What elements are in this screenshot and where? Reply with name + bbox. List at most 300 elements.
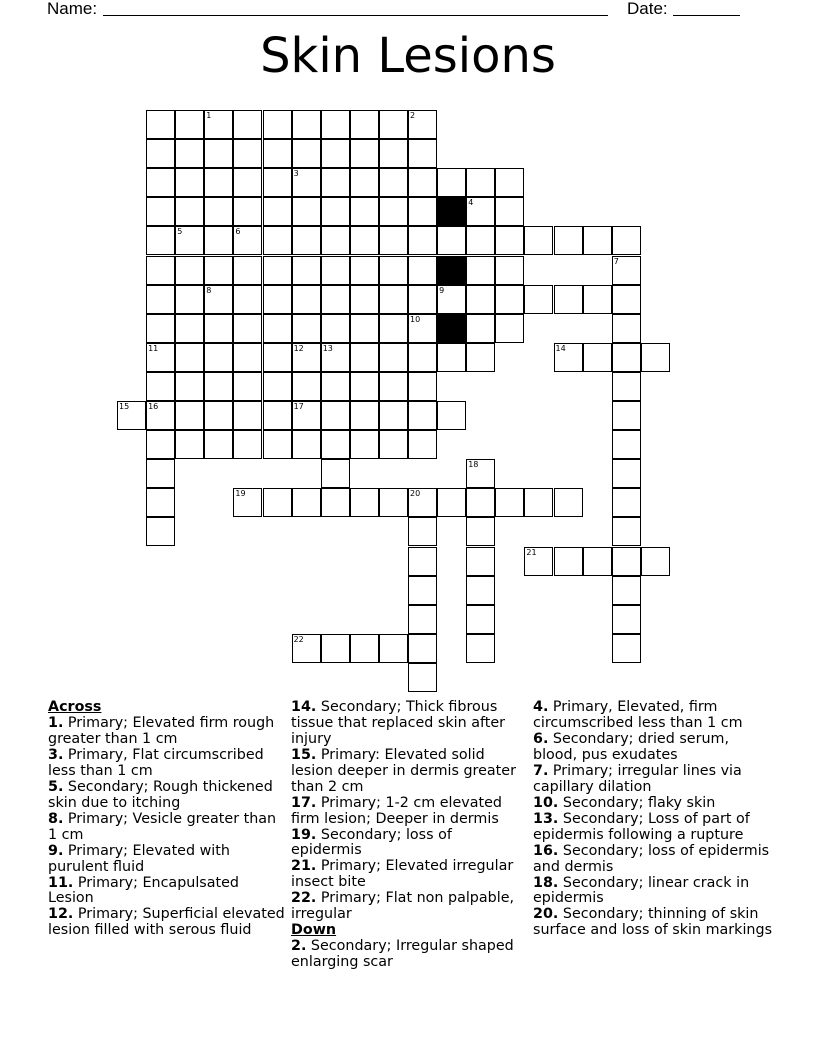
crossword-cell[interactable]: [146, 285, 175, 314]
clue-number: 13: [322, 343, 333, 353]
crossword-cell[interactable]: [146, 256, 175, 285]
crossword-cell[interactable]: [554, 343, 583, 372]
clue-number: 13.: [533, 810, 559, 827]
crossword-cell[interactable]: [233, 372, 262, 401]
crossword-cell[interactable]: [612, 517, 641, 546]
clue-text: Secondary; dried serum, blood, pus exudates: [533, 730, 730, 763]
date-label: Date:: [627, 0, 668, 18]
crossword-cell[interactable]: [583, 226, 612, 255]
crossword-cell[interactable]: [204, 139, 233, 168]
crossword-cell[interactable]: [204, 110, 233, 139]
clue-number: 21.: [291, 858, 317, 875]
clue-number: 18: [468, 460, 479, 470]
crossword-cell[interactable]: [321, 314, 350, 343]
crossword-cell[interactable]: [583, 343, 612, 372]
clue-item: [533, 876, 773, 908]
crossword-cell[interactable]: [612, 343, 641, 372]
crossword-cell[interactable]: [263, 168, 292, 197]
clue-text: Secondary; thinning of skin surface and loss of skin markings: [533, 906, 773, 939]
crossword-cell[interactable]: [233, 226, 262, 255]
crossword-cell[interactable]: [146, 139, 175, 168]
crossword-cell[interactable]: [204, 256, 233, 285]
crossword-cell[interactable]: [263, 285, 292, 314]
clue-number: 7: [613, 256, 619, 266]
crossword-cell[interactable]: [437, 285, 466, 314]
crossword-cell[interactable]: [350, 226, 379, 255]
crossword-cell[interactable]: [466, 488, 495, 517]
crossword-cell[interactable]: [204, 226, 233, 255]
crossword-cell[interactable]: [350, 430, 379, 459]
crossword-cell[interactable]: [408, 343, 437, 372]
crossword-cell[interactable]: [233, 168, 262, 197]
clue-number: 2: [410, 111, 416, 120]
crossword-cell[interactable]: [146, 430, 175, 459]
crossword-cell[interactable]: [466, 285, 495, 314]
crossword-cell[interactable]: [524, 285, 553, 314]
clue-number: 5.: [48, 778, 64, 795]
crossword-cell[interactable]: [350, 256, 379, 285]
crossword-cell[interactable]: [379, 168, 408, 197]
crossword-cell[interactable]: [408, 372, 437, 401]
crossword-cell[interactable]: [146, 488, 175, 517]
crossword-cell[interactable]: [583, 285, 612, 314]
clue-number: 22: [293, 634, 304, 644]
clue-text: Primary; Vesicle greater than 1 cm: [48, 810, 277, 843]
clue-item: [533, 732, 773, 764]
blocked-cell: [437, 314, 466, 343]
crossword-cell[interactable]: [292, 401, 321, 430]
clue-item: [533, 844, 773, 876]
crossword-cell[interactable]: [350, 401, 379, 430]
clue-item: [533, 812, 773, 844]
crossword-cell[interactable]: [321, 139, 350, 168]
crossword-cell[interactable]: [408, 663, 437, 692]
crossword-cell[interactable]: [175, 430, 204, 459]
crossword-cell[interactable]: [379, 285, 408, 314]
crossword-cell[interactable]: [408, 168, 437, 197]
across-heading: Across: [48, 699, 102, 715]
crossword-cell[interactable]: [263, 314, 292, 343]
crossword-cell[interactable]: [408, 430, 437, 459]
clue-number: 12.: [48, 906, 74, 923]
crossword-cell[interactable]: [175, 343, 204, 372]
clue-number: 6: [235, 227, 241, 237]
crossword-cell[interactable]: [379, 634, 408, 663]
clue-text: Secondary; loss of epidermis: [291, 826, 452, 859]
crossword-cell[interactable]: [146, 168, 175, 197]
clue-item: [533, 700, 773, 732]
crossword-cell[interactable]: [321, 401, 350, 430]
crossword-cell[interactable]: [146, 459, 175, 488]
clue-item: [48, 844, 288, 876]
crossword-cell[interactable]: [408, 139, 437, 168]
crossword-cell[interactable]: [408, 314, 437, 343]
crossword-cell[interactable]: [612, 459, 641, 488]
clue-text: Secondary; linear crack in epidermis: [533, 874, 750, 907]
clue-number: 4: [468, 198, 474, 208]
crossword-cell[interactable]: [612, 605, 641, 634]
clue-text: Primary; irregular lines via capillary dilation: [533, 762, 742, 795]
clue-number: 10: [410, 314, 421, 324]
crossword-cell[interactable]: [408, 517, 437, 546]
clue-number: 17.: [291, 794, 317, 811]
clue-number: 16: [148, 402, 159, 411]
clue-item: [533, 796, 773, 812]
crossword-cell[interactable]: [146, 517, 175, 546]
blocked-cell: [437, 256, 466, 285]
crossword-cell[interactable]: [321, 168, 350, 197]
crossword-cell[interactable]: [408, 110, 437, 139]
crossword-cell[interactable]: [612, 285, 641, 314]
crossword-cell[interactable]: [466, 314, 495, 343]
crossword-cell[interactable]: [292, 488, 321, 517]
crossword-cell[interactable]: [612, 256, 641, 285]
crossword-cell[interactable]: [379, 197, 408, 226]
crossword-cell[interactable]: [175, 401, 204, 430]
crossword-cell[interactable]: [612, 226, 641, 255]
crossword-cell[interactable]: [321, 459, 350, 488]
clue-item: [48, 812, 288, 844]
crossword-cell[interactable]: [379, 226, 408, 255]
crossword-cell[interactable]: [466, 605, 495, 634]
crossword-cell[interactable]: [379, 256, 408, 285]
crossword-cell[interactable]: [524, 226, 553, 255]
clue-number: 3.: [48, 746, 64, 763]
crossword-cell[interactable]: [408, 488, 437, 517]
crossword-cell[interactable]: [495, 197, 524, 226]
crossword-cell[interactable]: [321, 430, 350, 459]
clue-item: [291, 939, 521, 971]
clue-item: [533, 907, 773, 939]
clue-text: Primary; 1-2 cm elevated firm lesion; Deeper in dermis: [291, 794, 502, 827]
crossword-cell[interactable]: [204, 168, 233, 197]
crossword-cell[interactable]: [612, 314, 641, 343]
crossword-cell[interactable]: [495, 256, 524, 285]
crossword-cell[interactable]: [321, 256, 350, 285]
clue-number: 4.: [533, 699, 549, 715]
crossword-cell[interactable]: [175, 314, 204, 343]
crossword-cell[interactable]: [292, 110, 321, 139]
crossword-cell[interactable]: [612, 488, 641, 517]
clue-text: Primary; Superficial elevated lesion filled with serous fluid: [48, 906, 285, 939]
crossword-cell[interactable]: [408, 547, 437, 576]
clue-text: Primary, Flat circumscribed less than 1 cm: [48, 746, 264, 779]
crossword-cell[interactable]: [263, 488, 292, 517]
crossword-cell[interactable]: [175, 110, 204, 139]
crossword-cell[interactable]: [321, 197, 350, 226]
clue-item: [291, 796, 521, 828]
clue-item: [291, 748, 521, 796]
clue-number: 19.: [291, 826, 317, 843]
crossword-cell[interactable]: [524, 547, 553, 576]
crossword-cell[interactable]: [466, 197, 495, 226]
crossword-cell[interactable]: [350, 139, 379, 168]
crossword-cell[interactable]: [350, 488, 379, 517]
crossword-cell[interactable]: [146, 401, 175, 430]
crossword-cell[interactable]: [233, 285, 262, 314]
clue-item: [291, 828, 521, 860]
crossword-cell[interactable]: [292, 285, 321, 314]
crossword-cell[interactable]: [204, 343, 233, 372]
crossword-cell[interactable]: [408, 605, 437, 634]
clue-number: 21: [526, 547, 537, 557]
crossword-cell[interactable]: [408, 226, 437, 255]
crossword-cell[interactable]: [292, 168, 321, 197]
clue-text: Primary; Flat non palpable, irregular: [291, 890, 515, 923]
crossword-cell[interactable]: [292, 226, 321, 255]
crossword-cell[interactable]: [524, 488, 553, 517]
crossword-cell[interactable]: [292, 256, 321, 285]
clue-text: Primary; Elevated firm rough greater than 1 cm: [48, 715, 275, 747]
crossword-cell[interactable]: [321, 226, 350, 255]
crossword-cell[interactable]: [350, 168, 379, 197]
crossword-cell[interactable]: [350, 110, 379, 139]
crossword-cell[interactable]: [641, 343, 670, 372]
crossword-cell[interactable]: [117, 401, 146, 430]
crossword-cell[interactable]: [263, 343, 292, 372]
crossword-cell[interactable]: [292, 372, 321, 401]
crossword-cell[interactable]: [437, 168, 466, 197]
clue-number: 3: [293, 169, 299, 179]
crossword-cell[interactable]: [379, 430, 408, 459]
crossword-cell[interactable]: [466, 168, 495, 197]
clue-text: Secondary; loss of epidermis and dermis: [533, 842, 770, 875]
crossword-cell[interactable]: [263, 430, 292, 459]
crossword-cell[interactable]: [641, 547, 670, 576]
name-label: Name:: [47, 0, 98, 18]
crossword-cell[interactable]: [612, 576, 641, 605]
crossword-cell[interactable]: [466, 343, 495, 372]
clue-number: 1.: [48, 715, 64, 731]
crossword-cell[interactable]: [292, 139, 321, 168]
crossword-cell[interactable]: [379, 372, 408, 401]
crossword-cell[interactable]: [292, 430, 321, 459]
crossword-cell[interactable]: [554, 285, 583, 314]
clue-number: 15.: [291, 746, 317, 763]
crossword-cell[interactable]: [379, 343, 408, 372]
crossword-cell[interactable]: [466, 634, 495, 663]
clue-item: [291, 700, 521, 748]
crossword-cell[interactable]: [233, 430, 262, 459]
clue-number: 9: [439, 285, 445, 295]
crossword-cell[interactable]: [466, 256, 495, 285]
clue-item: [291, 859, 521, 891]
crossword-cell[interactable]: [379, 401, 408, 430]
crossword-cell[interactable]: [233, 197, 262, 226]
clue-number: 8.: [48, 810, 64, 827]
crossword-cell[interactable]: [554, 547, 583, 576]
crossword-cell[interactable]: [292, 634, 321, 663]
crossword-cell[interactable]: [408, 285, 437, 314]
crossword-cell[interactable]: [350, 634, 379, 663]
crossword-cell[interactable]: [466, 576, 495, 605]
clue-number: 11.: [48, 874, 74, 891]
crossword-cell[interactable]: [495, 168, 524, 197]
crossword-cell[interactable]: [292, 343, 321, 372]
crossword-cell[interactable]: [437, 401, 466, 430]
crossword-cell[interactable]: [495, 314, 524, 343]
down-clue-list: [291, 939, 521, 971]
crossword-cell[interactable]: [321, 343, 350, 372]
crossword-cell[interactable]: [321, 285, 350, 314]
clue-text: Primary, Elevated, firm circumscribed less than 1 cm: [533, 699, 743, 731]
crossword-cell[interactable]: [408, 401, 437, 430]
clue-text: Secondary; Irregular shaped enlarging scar: [291, 938, 514, 971]
clue-number: 8: [206, 285, 212, 295]
crossword-cell[interactable]: [204, 285, 233, 314]
crossword-cell[interactable]: [350, 285, 379, 314]
crossword-cell[interactable]: [146, 110, 175, 139]
crossword-cell[interactable]: [175, 197, 204, 226]
crossword-cell[interactable]: [379, 110, 408, 139]
crossword-cell[interactable]: [146, 226, 175, 255]
crossword-cell[interactable]: [321, 372, 350, 401]
crossword-cell[interactable]: [263, 401, 292, 430]
crossword-cell[interactable]: [437, 226, 466, 255]
clue-item: [48, 748, 288, 780]
clue-number: 20: [410, 489, 421, 499]
clue-number: 9.: [48, 842, 64, 859]
crossword-cell[interactable]: [379, 139, 408, 168]
crossword-cell[interactable]: [204, 401, 233, 430]
clue-text: Secondary; Loss of part of epidermis following a rupture: [533, 810, 750, 843]
crossword-cell[interactable]: [175, 226, 204, 255]
crossword-cell[interactable]: [408, 197, 437, 226]
crossword-cell[interactable]: [350, 343, 379, 372]
crossword-cell[interactable]: [495, 488, 524, 517]
crossword-cell[interactable]: [233, 343, 262, 372]
clue-number: 5: [177, 227, 183, 237]
clue-item: [291, 891, 521, 923]
clue-text: Primary; Encapulsated Lesion: [48, 874, 239, 907]
crossword-cell[interactable]: [175, 256, 204, 285]
clue-number: 17: [293, 402, 304, 411]
crossword-cell[interactable]: [612, 401, 641, 430]
clue-number: 20.: [533, 906, 559, 923]
crossword-cell[interactable]: [350, 314, 379, 343]
clue-text: Primary; Elevated with purulent fluid: [48, 842, 230, 875]
clue-number: 1: [206, 111, 212, 120]
down-clue-list: [533, 700, 773, 939]
crossword-cell[interactable]: [175, 168, 204, 197]
clues-column-2: [291, 700, 521, 971]
clue-number: 18.: [533, 874, 559, 891]
crossword-cell[interactable]: [554, 226, 583, 255]
crossword-cell[interactable]: [233, 110, 262, 139]
crossword-cell[interactable]: [263, 226, 292, 255]
page-title: Skin Lesions: [260, 28, 556, 84]
crossword-cell[interactable]: [466, 459, 495, 488]
clue-item: [48, 907, 288, 939]
crossword-cell[interactable]: [612, 430, 641, 459]
clue-item: [48, 876, 288, 908]
crossword-cell[interactable]: [263, 372, 292, 401]
blocked-cell: [437, 197, 466, 226]
clue-text: Secondary; Rough thickened skin due to itching: [48, 778, 273, 811]
down-heading: Down: [291, 922, 337, 939]
crossword-cell[interactable]: [437, 343, 466, 372]
crossword-cell[interactable]: [379, 488, 408, 517]
clue-number: 14.: [291, 699, 317, 715]
clue-number: 11: [148, 343, 159, 353]
clue-text: Primary: Elevated solid lesion deeper in dermis greater than 2 cm: [291, 746, 516, 795]
crossword-cell[interactable]: [146, 197, 175, 226]
crossword-cell[interactable]: [612, 547, 641, 576]
clue-text: Secondary; Thick fibrous tissue that replaced skin after injury: [291, 699, 506, 747]
clue-item: [533, 764, 773, 796]
crossword-cell[interactable]: [379, 314, 408, 343]
crossword-cell[interactable]: [263, 197, 292, 226]
clue-number: 2.: [291, 938, 307, 955]
crossword-cell[interactable]: [204, 314, 233, 343]
crossword-cell[interactable]: [292, 197, 321, 226]
crossword-cell[interactable]: [175, 285, 204, 314]
crossword-cell[interactable]: [350, 372, 379, 401]
clue-number: 22.: [291, 890, 317, 907]
crossword-cell[interactable]: [466, 226, 495, 255]
crossword-cell[interactable]: [612, 634, 641, 663]
crossword-cell[interactable]: [263, 110, 292, 139]
crossword-cell[interactable]: [583, 547, 612, 576]
clue-number: 16.: [533, 842, 559, 859]
across-clue-list: [48, 716, 288, 939]
crossword-cell[interactable]: [204, 430, 233, 459]
crossword-cell[interactable]: [204, 372, 233, 401]
clues-column-1: [48, 700, 288, 939]
crossword-cell[interactable]: [204, 197, 233, 226]
crossword-cell[interactable]: [466, 517, 495, 546]
crossword-cell[interactable]: [233, 139, 262, 168]
crossword-cell[interactable]: [612, 372, 641, 401]
crossword-cell[interactable]: [408, 576, 437, 605]
clue-number: 7.: [533, 762, 549, 779]
clue-number: 15: [119, 402, 130, 411]
crossword-cell[interactable]: [350, 197, 379, 226]
crossword-cell[interactable]: [495, 285, 524, 314]
crossword-cell[interactable]: [554, 488, 583, 517]
crossword-cell[interactable]: [263, 256, 292, 285]
crossword-cell[interactable]: [233, 256, 262, 285]
crossword-cell[interactable]: [292, 314, 321, 343]
clue-number: 14: [555, 343, 566, 353]
crossword-cell[interactable]: [175, 139, 204, 168]
clue-number: 6.: [533, 730, 549, 747]
clue-item: [48, 780, 288, 812]
crossword-cell[interactable]: [146, 372, 175, 401]
clue-text: Primary; Elevated irregular insect bite: [291, 858, 514, 891]
crossword-cell[interactable]: [233, 488, 262, 517]
crossword-cell[interactable]: [495, 226, 524, 255]
crossword-cell[interactable]: [233, 401, 262, 430]
clue-number: 10.: [533, 794, 559, 811]
crossword-cell[interactable]: [408, 256, 437, 285]
crossword-cell[interactable]: [146, 343, 175, 372]
crossword-cell[interactable]: [466, 547, 495, 576]
crossword-cell[interactable]: [321, 488, 350, 517]
crossword-cell[interactable]: [321, 634, 350, 663]
crossword-cell[interactable]: [146, 314, 175, 343]
clue-item: [48, 716, 288, 748]
clue-text: Secondary; flaky skin: [558, 794, 716, 811]
crossword-cell[interactable]: [263, 139, 292, 168]
crossword-cell[interactable]: [233, 314, 262, 343]
clue-number: 12: [293, 343, 304, 353]
crossword-cell[interactable]: [321, 110, 350, 139]
clues-column-3: [533, 700, 773, 939]
crossword-cell[interactable]: [175, 372, 204, 401]
crossword-cell[interactable]: [437, 488, 466, 517]
crossword-cell[interactable]: [408, 634, 437, 663]
